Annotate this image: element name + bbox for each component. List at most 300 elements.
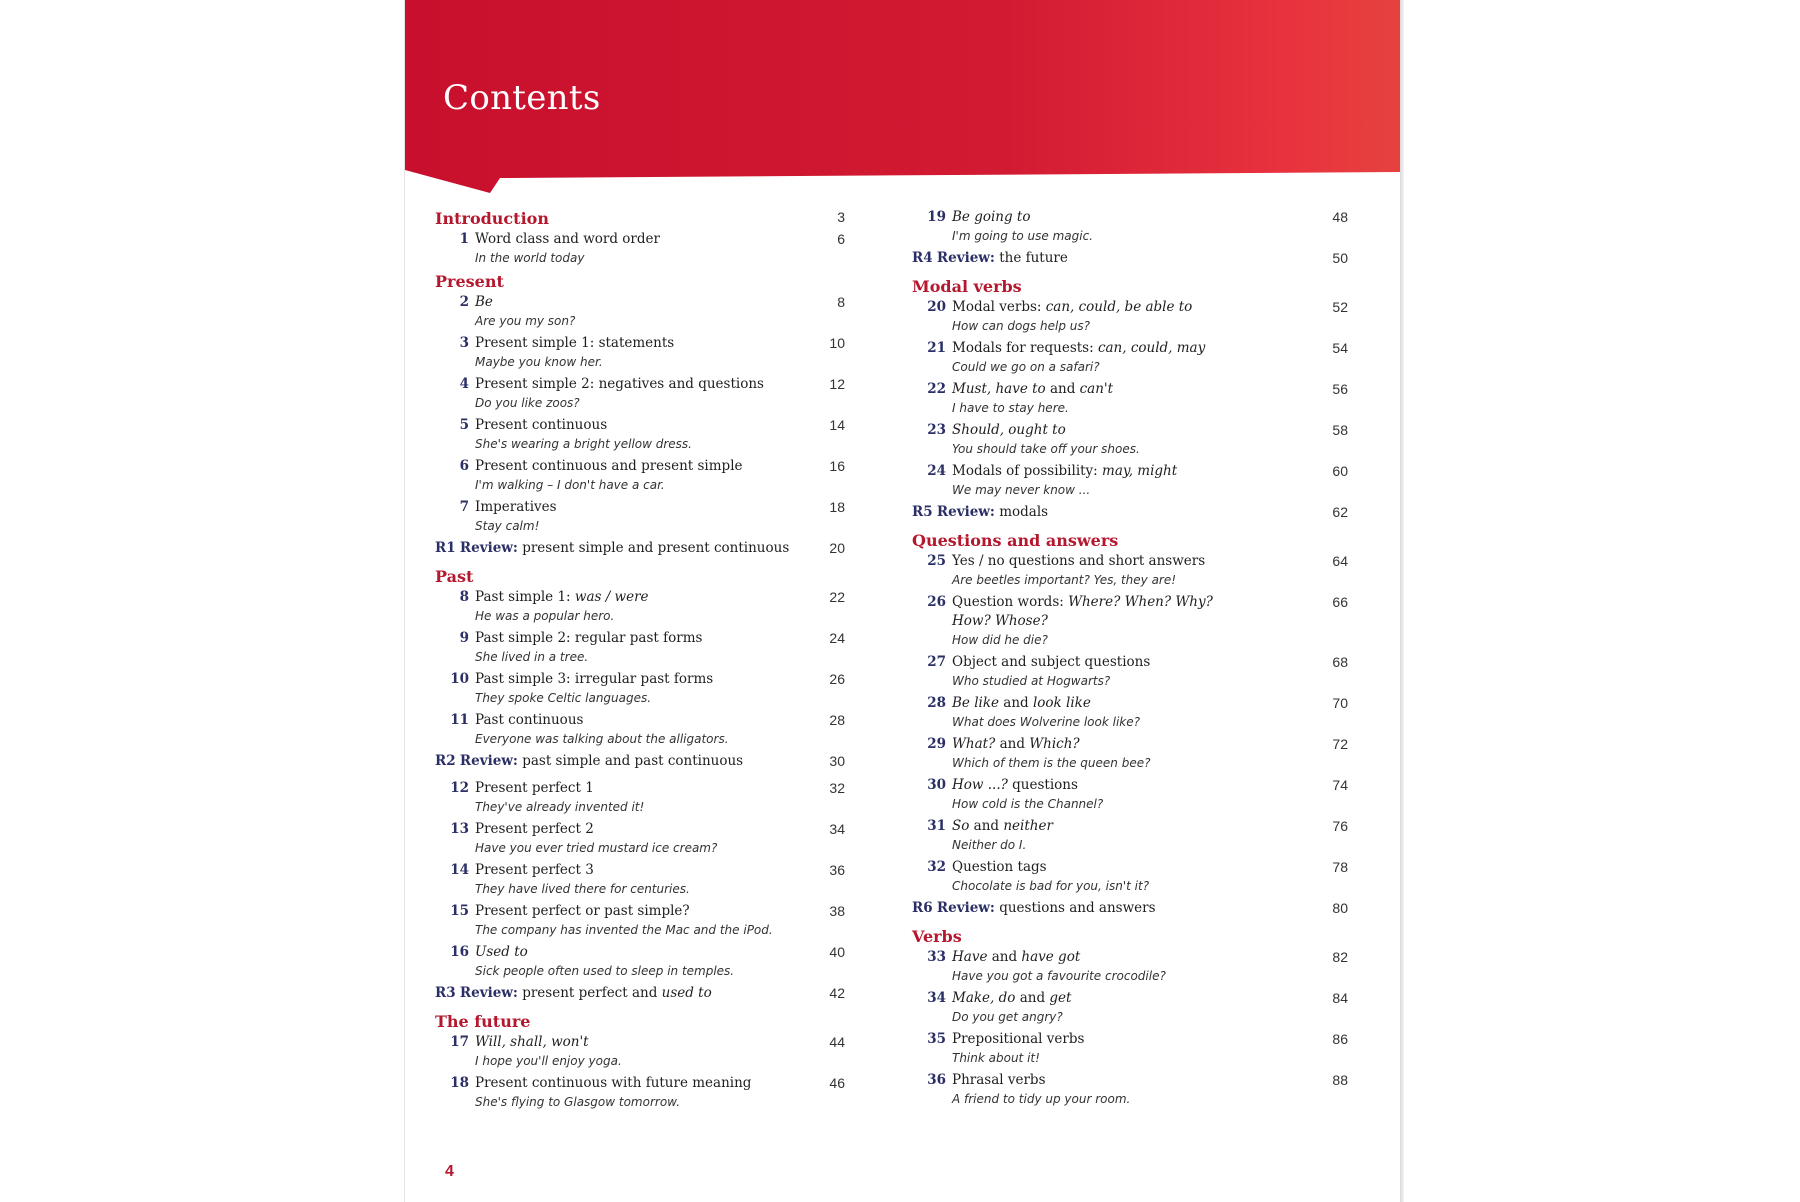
contents-column-right [912, 208, 1348, 1112]
page-ref: 12 [829, 376, 845, 392]
title-part: Present simple 2: negatives and questions [475, 376, 764, 392]
unit-entry[interactable] [435, 711, 845, 752]
page-ref: 3 [837, 209, 845, 225]
page-ref [817, 566, 845, 588]
entry-title [926, 208, 1320, 227]
entry-title [912, 899, 1312, 918]
section-heading [435, 208, 845, 230]
review-entry[interactable] [912, 249, 1348, 276]
title-part: and [995, 736, 1030, 752]
entry-text [912, 899, 1312, 918]
page-ref: 36 [829, 862, 845, 878]
page-ref: 10 [829, 335, 845, 351]
title-part: Present perfect 2 [475, 821, 594, 837]
unit-entry[interactable] [912, 339, 1348, 380]
entry-text [926, 462, 1320, 499]
title-part: Modal verbs: [952, 299, 1046, 315]
unit-number: 9 [459, 630, 469, 646]
unit-number: 23 [927, 422, 946, 438]
entry-title [449, 457, 818, 476]
entry-title [435, 984, 815, 1003]
entry-title [926, 653, 1320, 672]
example-sentence: Stay calm! [475, 519, 540, 533]
section-title: Present [435, 272, 504, 291]
unit-number: 20 [927, 299, 946, 315]
title-part: Present perfect 3 [475, 862, 594, 878]
unit-number: 35 [927, 1031, 946, 1047]
unit-number: 33 [927, 949, 946, 965]
title-part: So [952, 818, 970, 834]
title-part: Which? [1029, 736, 1080, 752]
unit-entry[interactable] [912, 989, 1348, 1030]
page-edge [1400, 0, 1404, 1202]
page-ref: 54 [1332, 340, 1348, 356]
example-sentence: Which of them is the queen bee? [952, 756, 1151, 770]
section-title: Modal verbs [912, 277, 1022, 296]
unit-entry[interactable] [912, 653, 1348, 694]
example-sentence: Everyone was talking about the alligators. [475, 732, 729, 746]
unit-number: 24 [927, 463, 946, 479]
section-heading [912, 276, 1348, 298]
entry-text [926, 653, 1320, 690]
entry-text [449, 457, 818, 494]
unit-number: 19 [927, 209, 946, 225]
title-part: Present continuous [475, 417, 608, 433]
page-number: 4 [445, 1163, 454, 1180]
unit-number: 27 [927, 654, 946, 670]
review-label: Review: [459, 540, 518, 556]
entry-text [449, 902, 818, 939]
example-sentence: Could we go on a safari? [952, 360, 1100, 374]
title-part: Question words: [952, 594, 1069, 610]
page-ref: 22 [829, 589, 845, 605]
title-part: Past simple 1: [475, 589, 575, 605]
unit-number: 15 [450, 903, 469, 919]
title-part: Should, ought to [952, 422, 1066, 438]
entry-title [926, 421, 1320, 440]
entry-title [926, 1030, 1320, 1049]
unit-number: R2 [435, 753, 456, 769]
entry-text [449, 588, 818, 625]
entry-title [449, 629, 818, 648]
example-sentence: Are beetles important? Yes, they are! [952, 573, 1177, 587]
unit-number: 25 [927, 553, 946, 569]
unit-entry[interactable] [912, 858, 1348, 899]
entry-text [449, 670, 818, 707]
entry-title [926, 948, 1320, 967]
unit-entry[interactable] [912, 380, 1348, 421]
title-part: was / were [574, 589, 649, 605]
unit-number: 36 [927, 1072, 946, 1088]
section-title: The future [435, 1012, 531, 1031]
unit-entry[interactable] [912, 694, 1348, 735]
page-ref: 46 [829, 1075, 845, 1091]
page-ref: 30 [829, 753, 845, 769]
page-ref: 56 [1332, 381, 1348, 397]
page-ref: 6 [837, 231, 845, 247]
section-heading [912, 530, 1348, 552]
entry-text [926, 380, 1320, 417]
unit-entry[interactable] [912, 462, 1348, 503]
title-part: Be [475, 294, 493, 310]
title-part: the future [999, 250, 1068, 266]
unit-entry[interactable] [435, 416, 845, 457]
entry-text [926, 298, 1320, 335]
title-part: Modals of possibility: [952, 463, 1103, 479]
title-part: Object and subject questions [952, 654, 1151, 670]
entry-text [449, 629, 818, 666]
title-part: look like [1032, 695, 1091, 711]
page-ref: 48 [1332, 209, 1348, 225]
entry-text [449, 293, 818, 330]
example-sentence: How did he die? [952, 633, 1048, 647]
example-sentence: Neither do I. [952, 838, 1027, 852]
entry-text [926, 593, 1320, 649]
example-sentence: She's wearing a bright yellow dress. [475, 437, 692, 451]
review-entry[interactable] [435, 752, 845, 779]
entry-title [926, 380, 1320, 399]
entry-text [449, 1074, 818, 1111]
entry-text [449, 820, 818, 857]
title-part: Prepositional verbs [952, 1031, 1085, 1047]
unit-entry[interactable] [912, 593, 1348, 653]
unit-number: 8 [459, 589, 469, 605]
unit-number: 12 [450, 780, 469, 796]
unit-number: 21 [927, 340, 946, 356]
page-ref: 20 [829, 540, 845, 556]
section-title: Introduction [435, 209, 549, 228]
review-label: Review: [459, 753, 518, 769]
unit-entry[interactable] [435, 1033, 845, 1074]
page-ref: 64 [1332, 553, 1348, 569]
title-part: and [999, 695, 1033, 711]
example-sentence: In the world today [475, 251, 585, 265]
title-part: and [969, 818, 1004, 834]
entry-text [449, 779, 818, 816]
title-part: past simple and past continuous [522, 753, 744, 769]
unit-number: R6 [912, 900, 933, 916]
section-heading [435, 271, 845, 293]
example-sentence: I have to stay here. [952, 401, 1069, 415]
title-part: questions [1007, 777, 1078, 793]
entry-text [926, 735, 1320, 772]
entry-title [449, 498, 818, 517]
unit-entry[interactable] [435, 779, 845, 820]
page-ref: 38 [829, 903, 845, 919]
title-part: How ...? [952, 777, 1008, 793]
entry-text [449, 1033, 818, 1070]
entry-title [449, 230, 818, 249]
unit-entry[interactable] [912, 817, 1348, 858]
page-ref [817, 271, 845, 293]
title-part: questions and answers [999, 900, 1156, 916]
example-sentence: Have you got a favourite crocodile? [952, 969, 1166, 983]
unit-number: 10 [450, 671, 469, 687]
entry-title [449, 293, 818, 312]
section-heading [435, 566, 845, 588]
unit-entry[interactable] [435, 629, 845, 670]
unit-number: R1 [435, 540, 456, 556]
title-part: and [1045, 381, 1080, 397]
entry-text [449, 498, 818, 535]
example-sentence: I'm walking – I don't have a car. [475, 478, 665, 492]
example-sentence: They spoke Celtic languages. [475, 691, 652, 705]
entry-text [449, 711, 818, 748]
title-part: modals [999, 504, 1049, 520]
page-ref: 32 [829, 780, 845, 796]
entry-text [449, 943, 818, 980]
unit-number: R5 [912, 504, 933, 520]
entry-text [435, 984, 815, 1003]
entry-text [435, 752, 815, 771]
page-ref: 78 [1332, 859, 1348, 875]
entry-text [449, 230, 818, 267]
page-ref: 50 [1332, 250, 1348, 266]
unit-entry[interactable] [912, 948, 1348, 989]
page-ref: 42 [829, 985, 845, 1001]
page-title: Contents [443, 78, 601, 118]
entry-title [926, 339, 1320, 358]
unit-entry[interactable] [912, 1071, 1348, 1112]
entry-text [449, 334, 818, 371]
entry-text [435, 539, 815, 558]
entry-title [449, 670, 818, 689]
entry-text [926, 339, 1320, 376]
title-part: Modals for requests: [952, 340, 1098, 356]
unit-number: 14 [450, 862, 469, 878]
unit-entry[interactable] [435, 334, 845, 375]
page-ref: 24 [829, 630, 845, 646]
page-ref: 18 [829, 499, 845, 515]
example-sentence: I'm going to use magic. [952, 229, 1093, 243]
unit-number: R3 [435, 985, 456, 1001]
entry-title [435, 539, 815, 558]
title-part: Where? When? Why? [1068, 594, 1213, 610]
title-part: can, could, may [1097, 340, 1206, 356]
example-sentence: Chocolate is bad for you, isn't it? [952, 879, 1150, 893]
section-heading [912, 926, 1348, 948]
entry-title [449, 375, 818, 394]
entry-text [926, 552, 1320, 589]
example-sentence: We may never know ... [952, 483, 1091, 497]
title-part: Have [952, 949, 988, 965]
example-sentence: She's flying to Glasgow tomorrow. [475, 1095, 681, 1109]
title-part: Present simple 1: statements [475, 335, 675, 351]
entry-title [449, 820, 818, 839]
page-ref: 58 [1332, 422, 1348, 438]
review-entry[interactable] [435, 539, 845, 566]
entry-text [926, 1030, 1320, 1067]
title-part: can't [1079, 381, 1114, 397]
entry-text [926, 817, 1320, 854]
example-sentence: How can dogs help us? [952, 319, 1090, 333]
page-ref: 80 [1332, 900, 1348, 916]
page-ref: 70 [1332, 695, 1348, 711]
example-sentence: Who studied at Hogwarts? [952, 674, 1111, 688]
page-ref: 60 [1332, 463, 1348, 479]
entry-title [926, 298, 1320, 317]
unit-entry[interactable] [435, 498, 845, 539]
entry-text [926, 858, 1320, 895]
unit-number: 13 [450, 821, 469, 837]
title-part: present simple and present continuous [522, 540, 790, 556]
review-entry[interactable] [912, 503, 1348, 530]
title-part: Present continuous with future meaning [475, 1075, 752, 1091]
unit-entry[interactable] [435, 943, 845, 984]
title-part: Past simple 2: regular past forms [475, 630, 703, 646]
example-sentence: Sick people often used to sleep in temples. [475, 964, 735, 978]
section-title: Questions and answers [912, 531, 1119, 550]
title-part: may, might [1102, 463, 1178, 479]
page-ref [1320, 926, 1348, 948]
page-ref: 72 [1332, 736, 1348, 752]
page-ref: 84 [1332, 990, 1348, 1006]
unit-entry[interactable] [912, 735, 1348, 776]
entry-title [449, 779, 818, 798]
entry-title [926, 1071, 1320, 1090]
example-sentence: What does Wolverine look like? [952, 715, 1140, 729]
title-part: used to [661, 985, 712, 1001]
entry-title-continued [926, 612, 1320, 631]
page-ref [1320, 530, 1348, 552]
unit-number: 22 [927, 381, 946, 397]
page-ref: 68 [1332, 654, 1348, 670]
entry-title [912, 503, 1312, 522]
unit-entry[interactable] [435, 293, 845, 334]
entry-text [926, 776, 1320, 813]
page-ref: 82 [1332, 949, 1348, 965]
title-part: Phrasal verbs [952, 1072, 1046, 1088]
unit-entry[interactable] [435, 670, 845, 711]
unit-entry[interactable] [435, 861, 845, 902]
review-entry[interactable] [435, 984, 845, 1011]
page-ref: 86 [1332, 1031, 1348, 1047]
entry-text [449, 375, 818, 412]
page-ref [1320, 276, 1348, 298]
unit-entry[interactable] [912, 421, 1348, 462]
entry-text [926, 694, 1320, 731]
unit-number: 30 [927, 777, 946, 793]
unit-entry[interactable] [912, 208, 1348, 249]
entry-text [449, 416, 818, 453]
entry-text [926, 948, 1320, 985]
entry-title [449, 902, 818, 921]
entry-title [926, 817, 1320, 836]
contents-column-left [435, 208, 845, 1115]
example-sentence: They've already invented it! [475, 800, 645, 814]
unit-entry[interactable] [435, 1074, 845, 1115]
title-part: Used to [475, 944, 528, 960]
title-part: Question tags [952, 859, 1047, 875]
example-sentence: Have you ever tried mustard ice cream? [475, 841, 718, 855]
page-ref: 66 [1332, 594, 1348, 610]
review-label: Review: [936, 900, 995, 916]
unit-number: 5 [459, 417, 469, 433]
title-part: Make, do [952, 990, 1016, 1006]
title-part: Must, have to [952, 381, 1046, 397]
section-heading [435, 1011, 845, 1033]
entry-title [926, 858, 1320, 877]
example-sentence: How cold is the Channel? [952, 797, 1104, 811]
page-ref: 88 [1332, 1072, 1348, 1088]
title-part: Past simple 3: irregular past forms [475, 671, 714, 687]
title-part: Word class and word order [475, 231, 660, 247]
unit-entry[interactable] [435, 820, 845, 861]
review-label: Review: [936, 504, 995, 520]
entry-title [449, 1033, 818, 1052]
page-ref: 34 [829, 821, 845, 837]
review-label: Review: [459, 985, 518, 1001]
page-ref [817, 1011, 845, 1033]
book-page [405, 0, 1403, 1202]
unit-number: 16 [450, 944, 469, 960]
unit-entry[interactable] [435, 230, 845, 271]
page-ref: 16 [829, 458, 845, 474]
example-sentence: Do you like zoos? [475, 396, 580, 410]
review-entry[interactable] [912, 899, 1348, 926]
title-part: Imperatives [475, 499, 557, 515]
unit-entry[interactable] [435, 457, 845, 498]
unit-number: 4 [459, 376, 469, 392]
entry-title [449, 416, 818, 435]
example-sentence: Do you get angry? [952, 1010, 1063, 1024]
unit-entry[interactable] [435, 588, 845, 629]
title-part: Will, shall, won't [475, 1034, 589, 1050]
example-sentence: She lived in a tree. [475, 650, 589, 664]
unit-entry[interactable] [912, 776, 1348, 817]
example-sentence: You should take off your shoes. [952, 442, 1140, 456]
review-label: Review: [936, 250, 995, 266]
unit-number: 17 [450, 1034, 469, 1050]
unit-entry[interactable] [912, 1030, 1348, 1071]
title-part: Present perfect 1 [475, 780, 594, 796]
entry-title [449, 588, 818, 607]
title-part: present perfect and [522, 985, 662, 1001]
unit-number: 29 [927, 736, 946, 752]
unit-entry[interactable] [912, 298, 1348, 339]
entry-title [449, 334, 818, 353]
unit-number: 1 [459, 231, 469, 247]
unit-entry[interactable] [912, 552, 1348, 593]
entry-title [449, 1074, 818, 1093]
example-sentence: I hope you'll enjoy yoga. [475, 1054, 622, 1068]
entry-title [926, 552, 1320, 571]
entry-title [912, 249, 1312, 268]
entry-text [926, 989, 1320, 1026]
title-part: Present continuous and present simple [475, 458, 743, 474]
unit-entry[interactable] [435, 902, 845, 943]
title-part: have got [1021, 949, 1081, 965]
entry-title [449, 943, 818, 962]
title-part: Present perfect or past simple? [475, 903, 690, 919]
entry-title [926, 694, 1320, 713]
page-ref: 28 [829, 712, 845, 728]
title-part: Yes / no questions and short answers [952, 553, 1206, 569]
page-ref: 26 [829, 671, 845, 687]
title-part: Be like [952, 695, 1000, 711]
example-sentence: Are you my son? [475, 314, 576, 328]
section-title: Past [435, 567, 474, 586]
header-banner [405, 0, 1403, 195]
unit-entry[interactable] [435, 375, 845, 416]
entry-text [912, 503, 1312, 522]
example-sentence: Think about it! [952, 1051, 1040, 1065]
page-ref: 74 [1332, 777, 1348, 793]
title-part: and [1015, 990, 1050, 1006]
entry-title [926, 593, 1320, 612]
entry-text [449, 861, 818, 898]
title-part: neither [1003, 818, 1053, 834]
